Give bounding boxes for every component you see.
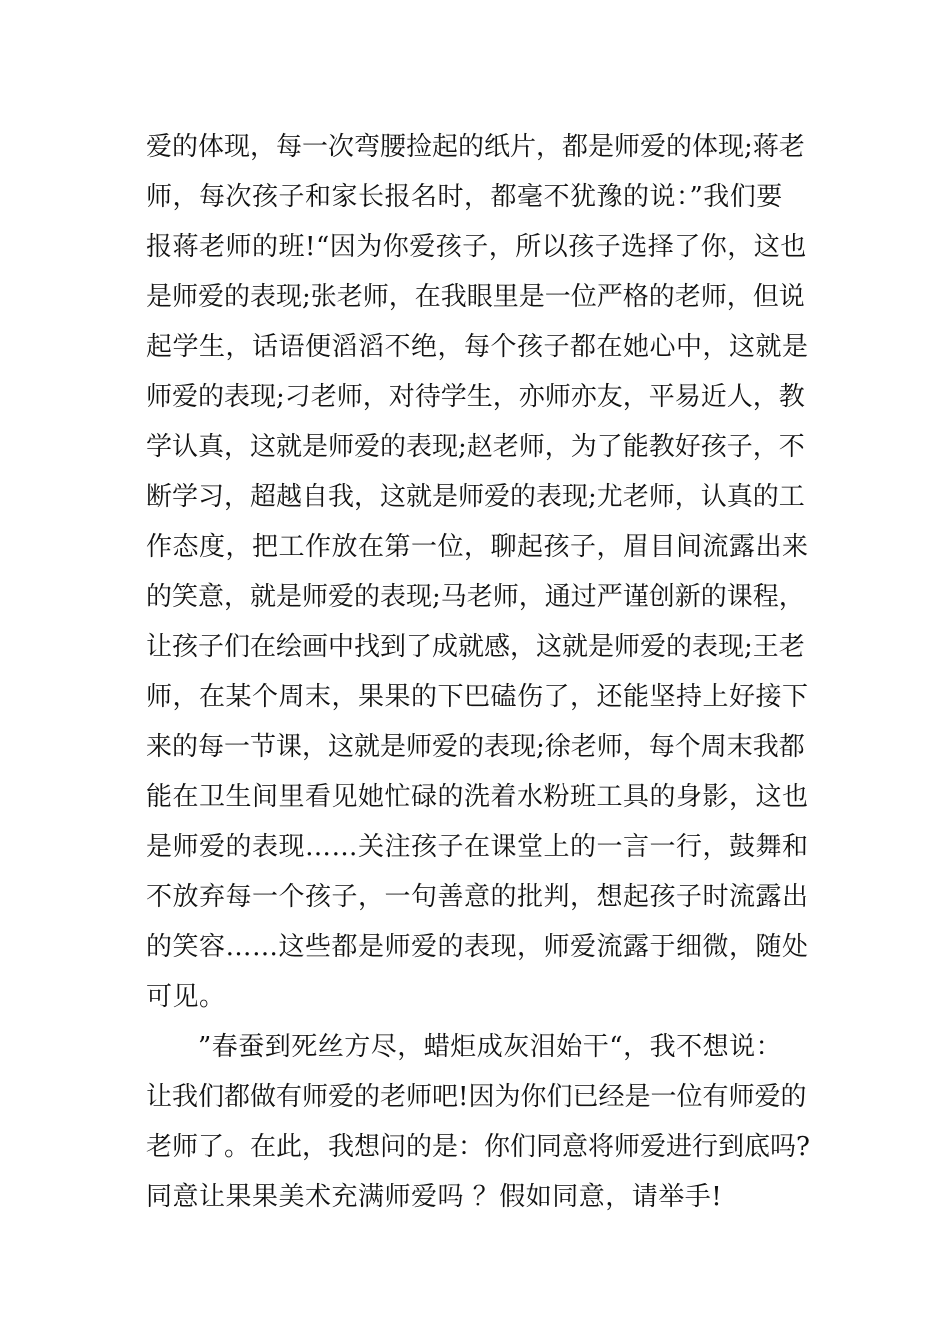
text-line: 可见。	[146, 982, 226, 1012]
text-line: 作态度，把工作放在第一位，聊起孩子，眉目间流露出来	[146, 532, 809, 562]
text-line: 师，在某个周末，果果的下巴磕伤了，还能坚持上好接下	[146, 682, 809, 712]
text-line: 断学习，超越自我，这就是师爱的表现;尤老师，认真的工	[146, 482, 805, 512]
text-line: 学认真，这就是师爱的表现;赵老师，为了能教好孩子，不	[146, 432, 805, 462]
text-line: 的笑意，就是师爱的表现;马老师，通过严谨创新的课程，	[146, 582, 805, 612]
text-line: 让我们都做有师爱的老师吧!因为你们已经是一位有师爱的	[146, 1082, 807, 1112]
text-line: 老师了。在此，我想问的是：你们同意将师爱进行到底吗?	[146, 1132, 810, 1162]
text-line: 同意让果果美术充满师爱吗 ？假如同意，请举手!	[146, 1182, 723, 1212]
text-line: 的笑容……这些都是师爱的表现，师爱流露于细微，随处	[146, 932, 809, 962]
text-line: 起学生，话语便滔滔不绝，每个孩子都在她心中，这就是	[146, 332, 809, 362]
text-line: 不放弃每一个孩子，一句善意的批判，想起孩子时流露出	[146, 882, 809, 912]
text-line: 是师爱的表现;张老师，在我眼里是一位严格的老师，但说	[146, 282, 805, 312]
text-line: 师爱的表现;刁老师，对待学生，亦师亦友，平易近人，教	[146, 382, 805, 412]
text-line: 让孩子们在绘画中找到了成就感，这就是师爱的表现;王老	[146, 632, 805, 662]
text-line: 报蒋老师的班!“因为你爱孩子，所以孩子选择了你，这也	[146, 232, 807, 262]
text-line: 师，每次孩子和家长报名时，都毫不犹豫的说：”我们要	[146, 182, 783, 212]
text-line: 能在卫生间里看见她忙碌的洗着水粉班工具的身影，这也	[146, 782, 809, 812]
text-line: 是师爱的表现……关注孩子在课堂上的一言一行，鼓舞和	[146, 832, 809, 862]
text-line: ”春蚕到死丝方尽，蜡炬成灰泪始干“，我不想说：	[198, 1032, 783, 1062]
text-line: 爱的体现，每一次弯腰捡起的纸片，都是师爱的体现;蒋老	[146, 132, 805, 162]
text-line: 来的每一节课，这就是师爱的表现;徐老师，每个周末我都	[146, 732, 805, 762]
